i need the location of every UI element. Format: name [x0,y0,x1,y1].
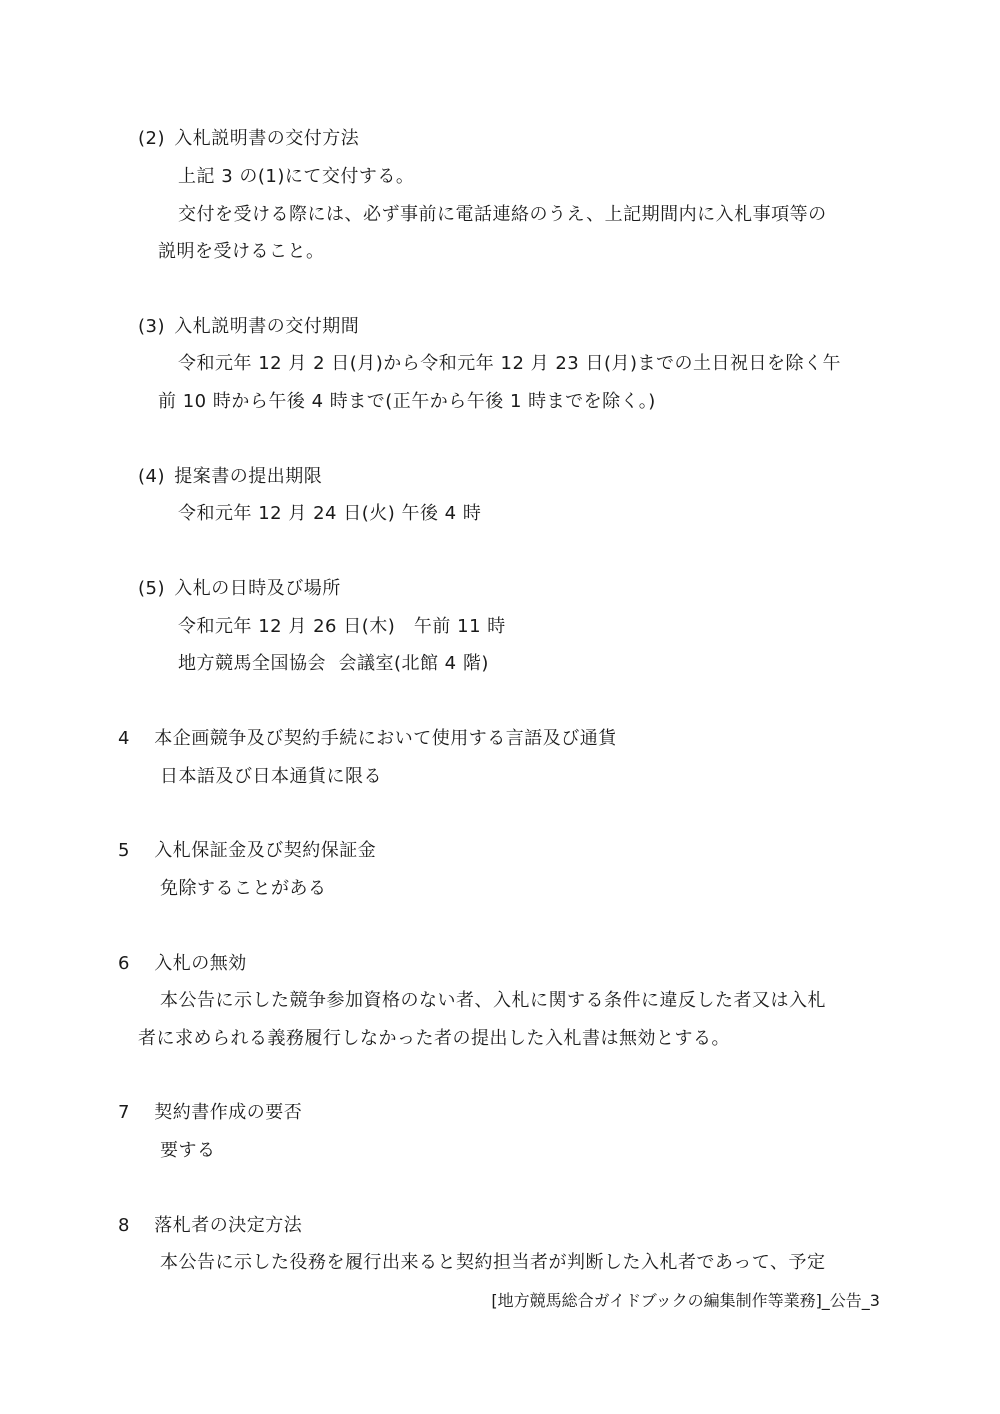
subsection-2-line-1: 上記 3 の(1)にて交付する。 [178,166,415,187]
subsection-title: 提案書の提出期限 [174,466,323,487]
subsection-title: 入札説明書の交付方法 [174,128,360,149]
section-number: 5 [118,840,130,861]
section-4-body: 日本語及び日本通貨に限る [160,766,382,787]
section-5-header [118,839,376,863]
subsection-3-line-1: 令和元年 12 月 2 日(月)から令和元年 12 月 23 日(月)までの土日祝日を除く午 [178,353,842,374]
section-title: 入札の無効 [154,953,247,974]
subsection-title: 入札の日時及び場所 [174,578,341,599]
section-7-body: 要する [160,1140,216,1161]
subsection-3-line-2: 前 10 時から午後 4 時まで(正午から午後 1 時までを除く。) [158,391,656,412]
section-6-line-2: 者に求められる義務履行しなかった者の提出した入札書は無効とする。 [138,1028,730,1049]
subsection-number: (2) [138,128,165,149]
section-6-header [118,952,247,976]
section-4-header [118,727,617,751]
subsection-5-line-1: 令和元年 12 月 26 日(木) 午前 11 時 [178,616,506,637]
section-5-body: 免除することがある [160,878,327,899]
subsection-5-line-2: 地方競馬全国協会 会議室(北館 4 階) [178,653,489,674]
subsection-number: (4) [138,466,165,487]
section-6-line-1: 本公告に示した競争参加資格のない者、入札に関する条件に違反した者又は入札 [160,990,826,1011]
subsection-5-header [138,577,341,601]
section-8-header [118,1214,302,1238]
section-number: 7 [118,1102,130,1123]
subsection-4-header [138,465,322,489]
subsection-3-header [138,315,359,339]
section-title: 本企画競争及び契約手続において使用する言語及び通貨 [154,728,617,749]
subsection-number: (5) [138,578,165,599]
section-title: 契約書作成の要否 [154,1102,303,1123]
section-title: 落札者の決定方法 [154,1215,303,1236]
section-title: 入札保証金及び契約保証金 [154,840,377,861]
subsection-2-line-2: 交付を受ける際には、必ず事前に電話連絡のうえ、上記期間内に入札事項等の [178,204,827,225]
section-number: 6 [118,953,130,974]
subsection-2-line-3: 説明を受けること。 [158,241,325,262]
subsection-2-header [138,127,359,151]
section-number: 8 [118,1215,130,1236]
page-footer: [地方競馬総合ガイドブックの編集制作等業務]_公告_3 [491,1291,880,1310]
subsection-title: 入札説明書の交付期間 [174,316,360,337]
subsection-4-line-1: 令和元年 12 月 24 日(火) 午後 4 時 [178,503,482,524]
section-8-line-1: 本公告に示した役務を履行出来ると契約担当者が判断した入札者であって、予定 [160,1252,826,1273]
subsection-number: (3) [138,316,165,337]
section-7-header [118,1101,302,1125]
section-number: 4 [118,728,130,749]
